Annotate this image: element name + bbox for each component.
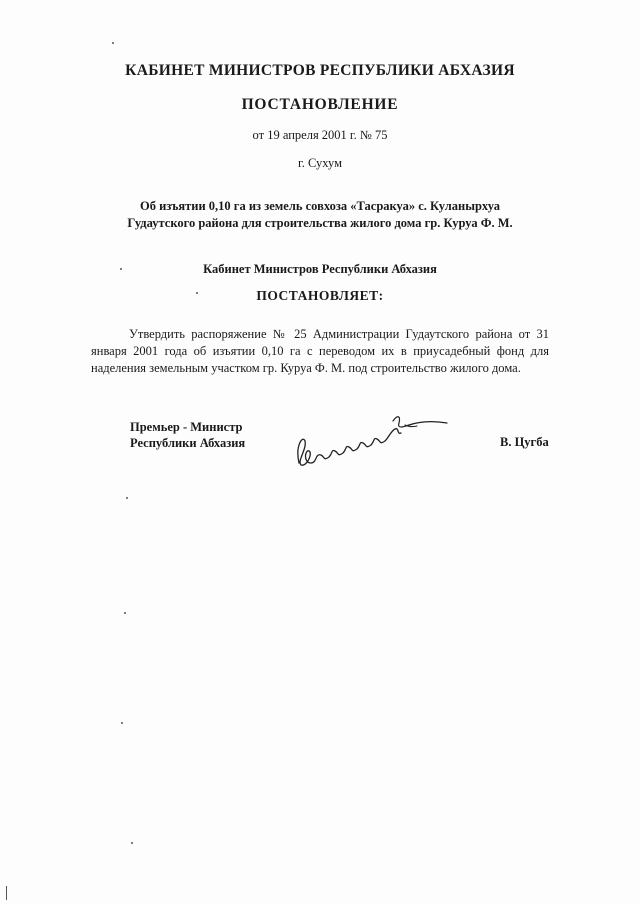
scan-edge-mark xyxy=(6,886,7,900)
scan-speck xyxy=(131,842,133,844)
signer-title xyxy=(130,419,245,451)
signer-title-line-2: Республики Абхазия xyxy=(130,436,246,450)
decree-paragraph: Утвердить распоряжение № 25 Администрации Гудаутского района от 31 января 2001 года об изъятии 0,10 га с переводом их в приусадебный фонд для наделения земельным участком гр. Куруа Ф. М. под строительство жилого дома. xyxy=(91,327,549,375)
scan-speck xyxy=(120,268,122,270)
subject-line-2: Гудаутского района для строительства жилого дома гр. Куруа Ф. М. xyxy=(127,216,513,230)
scan-speck xyxy=(196,292,198,294)
organization-title: КАБИНЕТ МИНИСТРОВ РЕСПУБЛИКИ АБХАЗИЯ xyxy=(125,62,515,79)
scan-speck xyxy=(112,42,114,44)
document-subject xyxy=(0,198,640,232)
subject-line-1: Об изъятии 0,10 га из земель совхоза «Тасракуа» с. Куланырхуа xyxy=(139,199,501,213)
handwritten-signature xyxy=(285,405,455,475)
scan-speck xyxy=(121,722,123,724)
scan-speck xyxy=(126,497,128,499)
document-date-number: от 19 апреля 2001 г. № 75 xyxy=(252,128,388,142)
document-city: г. Сухум xyxy=(297,156,342,170)
signer-name: В. Цугба xyxy=(500,435,549,449)
document-type: ПОСТАНОВЛЕНИЕ xyxy=(241,96,399,113)
issuer-name: Кабинет Министров Республики Абхазия xyxy=(203,262,437,276)
decree-heading: ПОСТАНОВЛЯЕТ: xyxy=(256,288,384,303)
signer-title-line-1: Премьер - Министр xyxy=(130,420,243,434)
scan-speck xyxy=(124,612,126,614)
